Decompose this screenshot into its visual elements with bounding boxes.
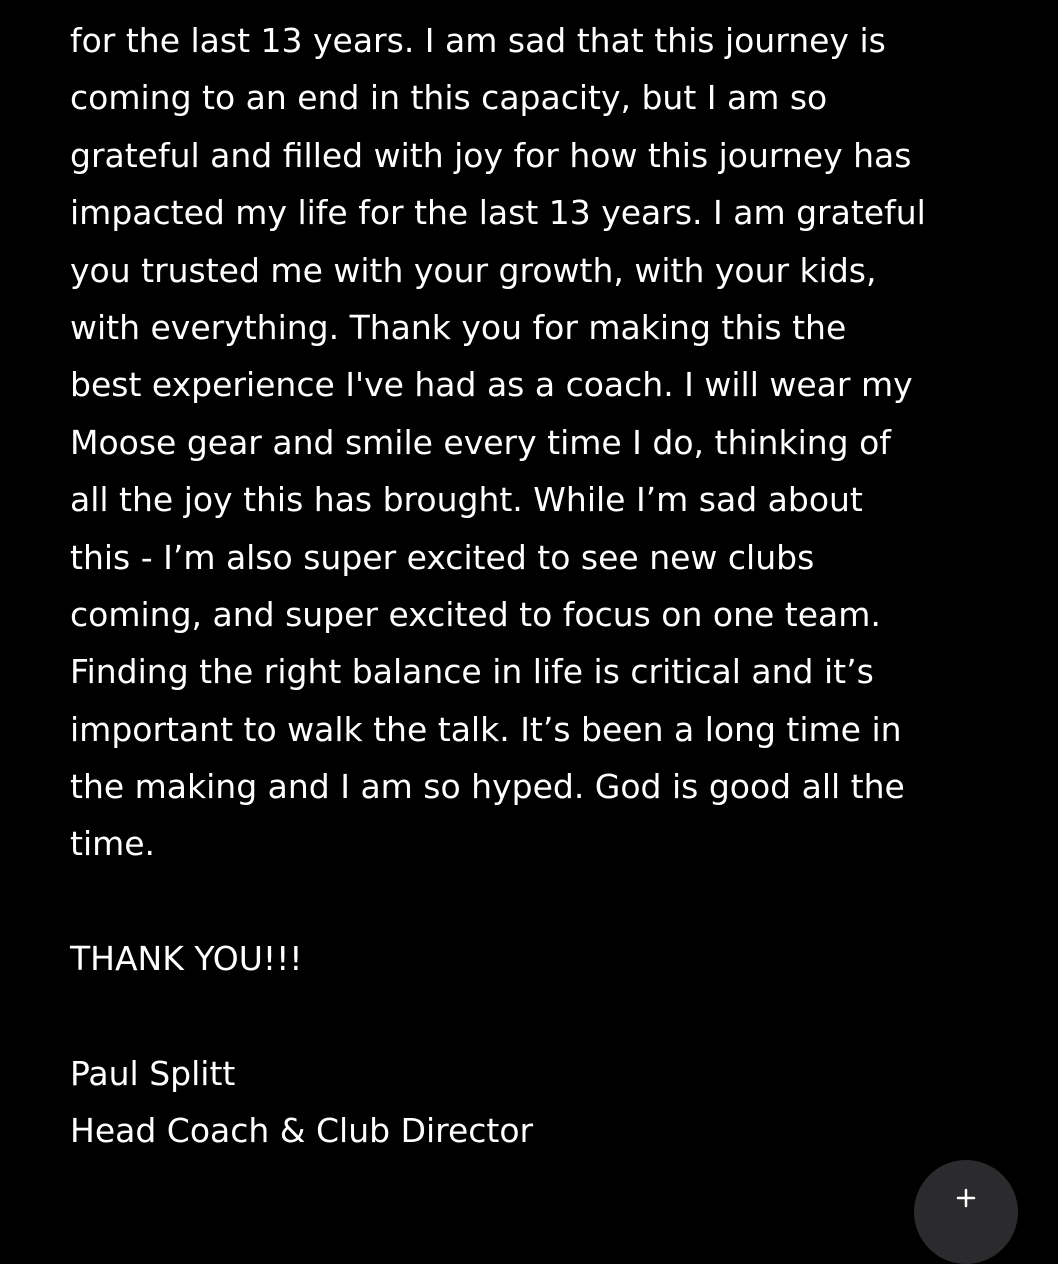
note-line: Finding the right balance in life is critical and it’s	[70, 652, 874, 692]
note-line: important to walk the talk. It’s been a long time in	[70, 709, 902, 749]
note-body[interactable]	[70, 12, 1010, 1160]
note-line: with everything. Thank you for making this the	[70, 307, 847, 347]
note-line: impacted my life for the last 13 years. I am grateful	[70, 193, 926, 233]
note-line: the making and I am so hyped. God is good all the	[70, 767, 905, 807]
note-line: you trusted me with your growth, with your kids,	[70, 250, 877, 290]
note-line: for the last 13 years. I am sad that this journey is	[70, 21, 886, 60]
thank-you-line: THANK YOU!!!	[70, 939, 303, 979]
compose-icon	[956, 1160, 976, 1212]
note-line: coming to an end in this capacity, but I am so	[70, 78, 828, 118]
signature-title: Head Coach & Club Director	[70, 1111, 534, 1151]
blank-line	[70, 873, 1010, 930]
note-line: Moose gear and smile every time I do, thinking of	[70, 422, 891, 462]
note-line: time.	[70, 824, 156, 864]
blank-line	[70, 988, 1010, 1045]
note-line: grateful and filled with joy for how this journey has	[70, 135, 912, 175]
note-line: this - I’m also super excited to see new clubs	[70, 537, 815, 577]
signature-name: Paul Splitt	[70, 1054, 236, 1094]
note-line: coming, and super excited to focus on one team.	[70, 594, 881, 634]
compose-button[interactable]	[914, 1160, 1018, 1264]
note-line: all the joy this has brought. While I’m sad about	[70, 480, 863, 520]
note-line: best experience I've had as a coach. I will wear my	[70, 365, 913, 405]
